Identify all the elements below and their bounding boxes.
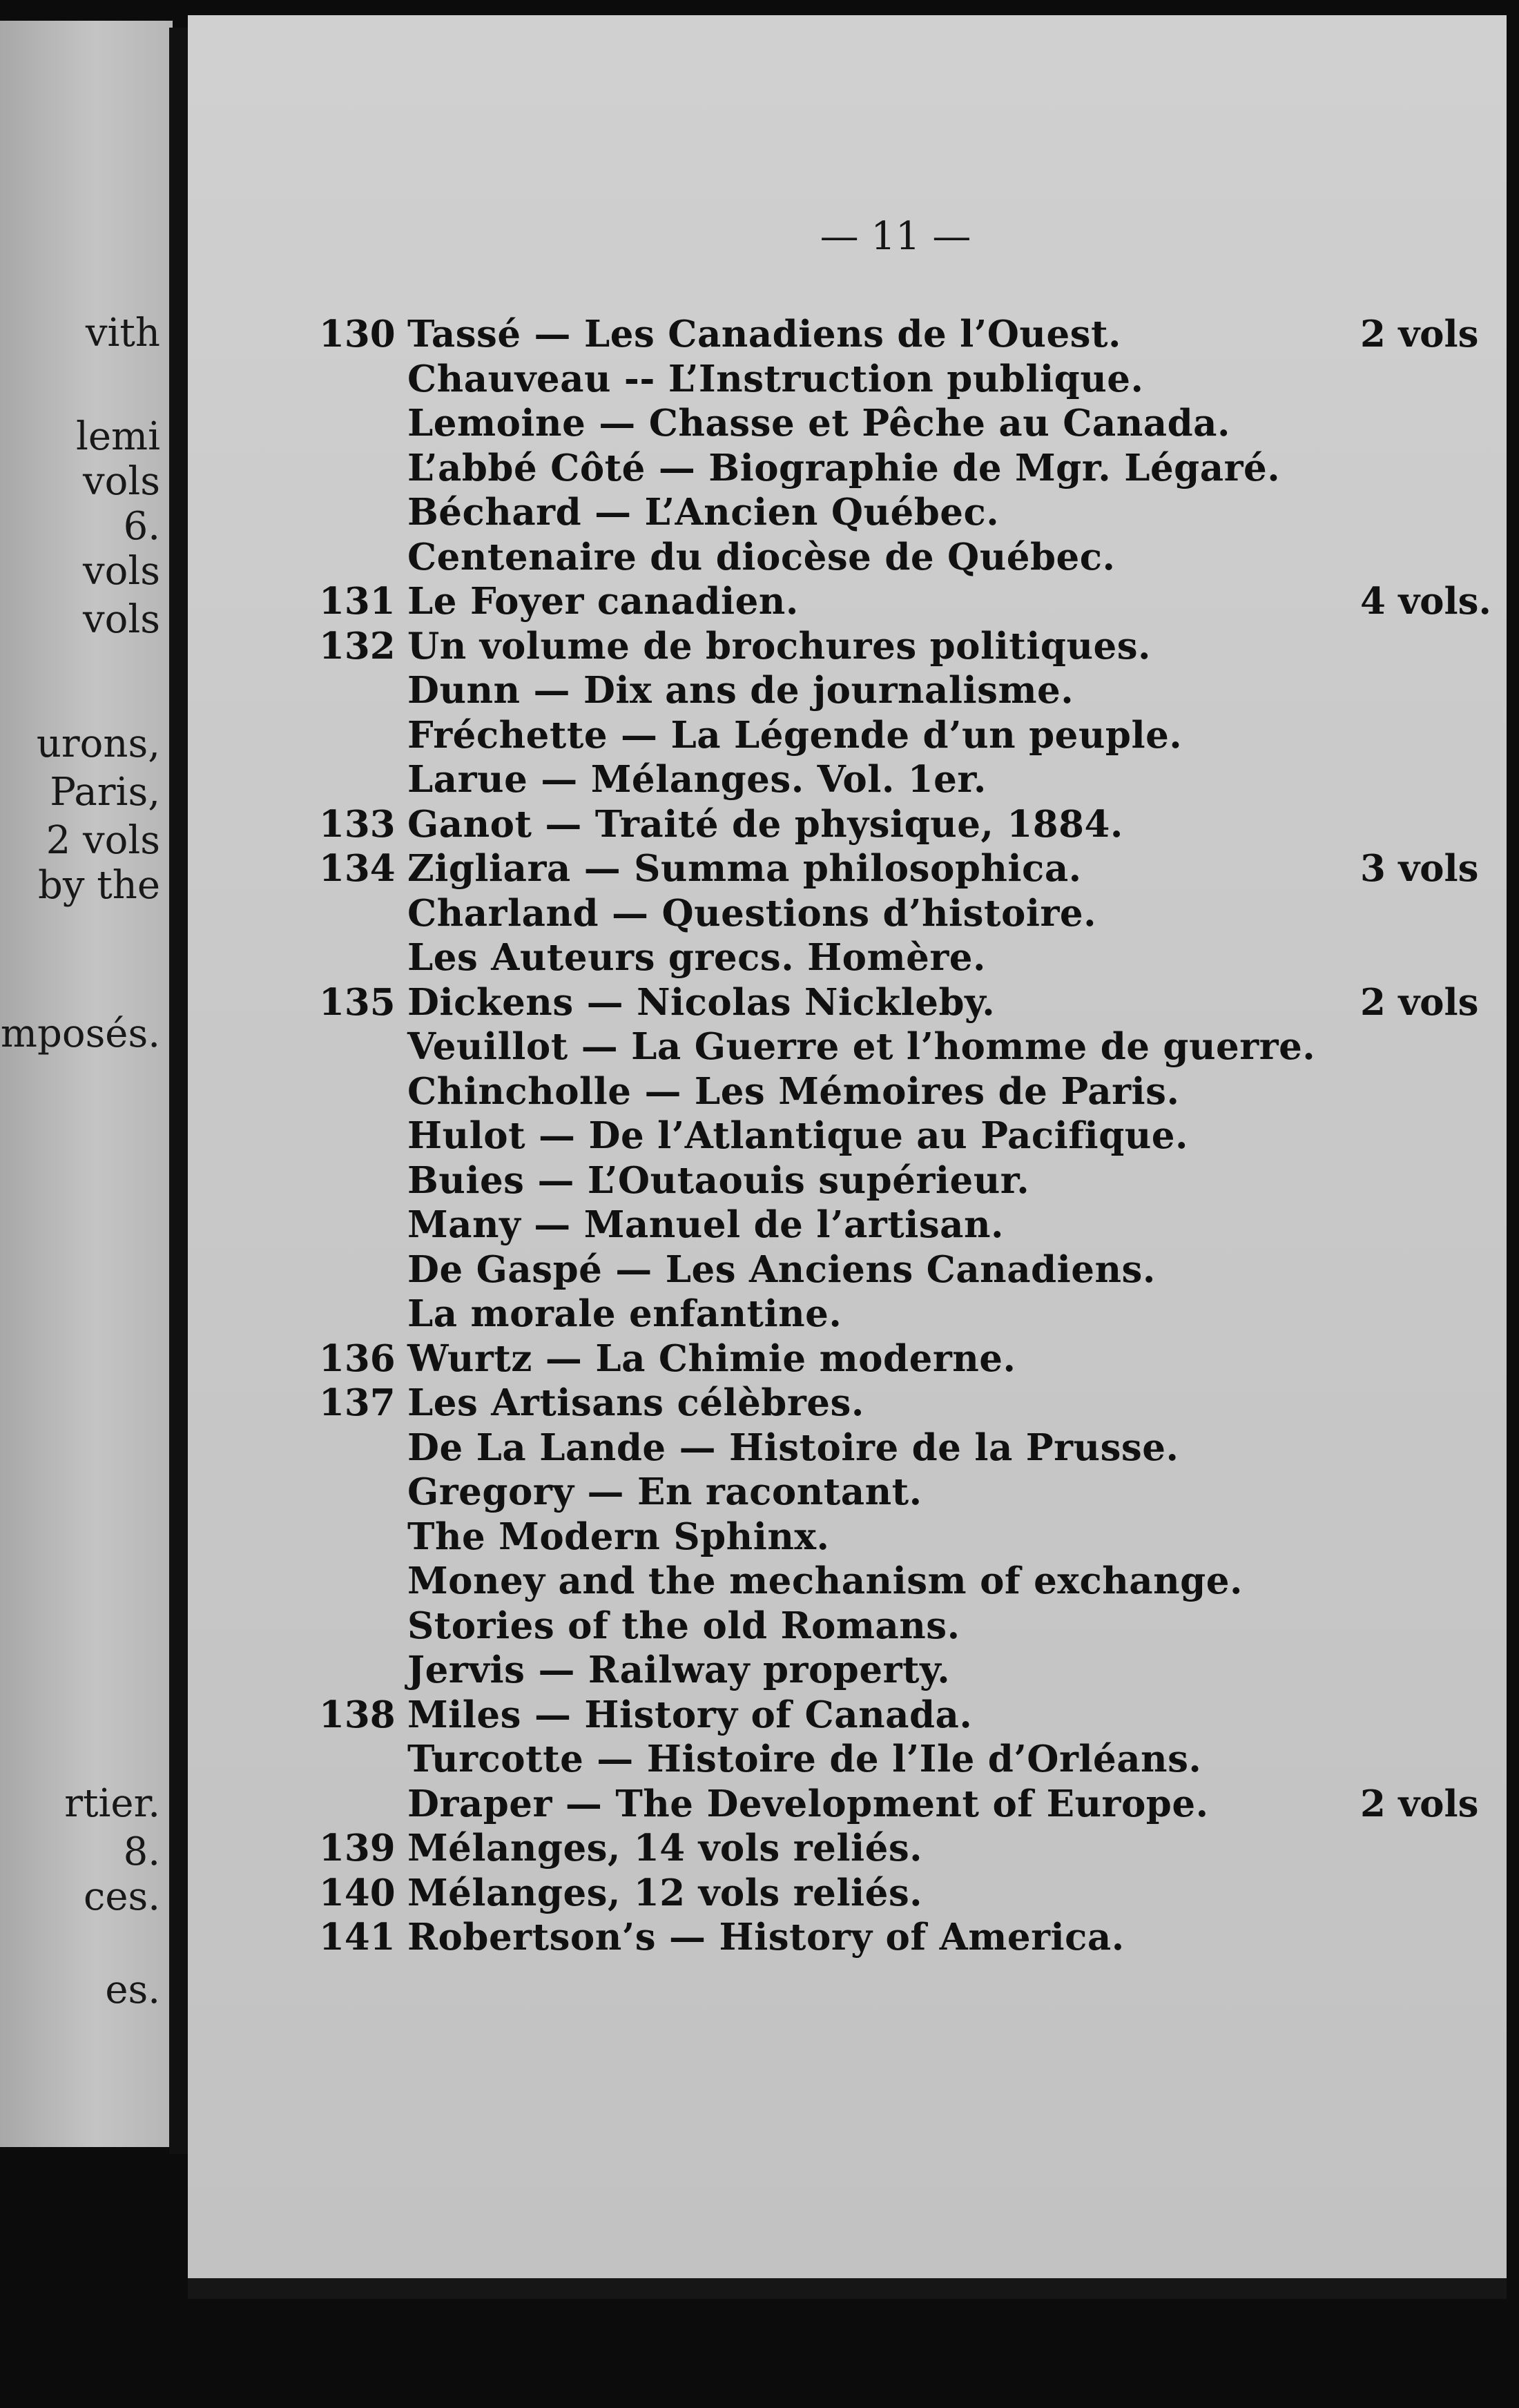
left-page-text: vols bbox=[83, 597, 160, 642]
entry-title: Larue — Mélanges. Vol. 1er. bbox=[407, 758, 987, 801]
entry-title: De La Lande — Histoire de la Prusse. bbox=[407, 1426, 1179, 1469]
catalog-line bbox=[319, 1693, 1507, 1738]
catalog-line bbox=[319, 1292, 1507, 1337]
catalog-line bbox=[319, 1337, 1507, 1381]
catalog-line bbox=[319, 757, 1507, 802]
left-page-fragment bbox=[0, 21, 173, 2147]
entry-title: Centenaire du diocèse de Québec. bbox=[407, 535, 1116, 579]
entry-number: 130 bbox=[319, 313, 396, 356]
page-number: — 11 — bbox=[820, 214, 971, 259]
entry-number: 137 bbox=[319, 1381, 396, 1424]
entry-title: Charland — Questions d’histoire. bbox=[407, 891, 1097, 935]
catalog-line bbox=[319, 1203, 1507, 1247]
entry-title: Béchard — L’Ancien Québec. bbox=[407, 491, 1000, 534]
catalog-line bbox=[319, 1871, 1507, 1916]
entry-number: 140 bbox=[319, 1871, 396, 1914]
left-page-text: lemi bbox=[75, 414, 160, 459]
left-page-text: by the bbox=[38, 863, 160, 908]
entry-number: 139 bbox=[319, 1827, 396, 1870]
catalog-line bbox=[319, 579, 1507, 624]
entry-title: Mélanges, 12 vols reliés. bbox=[407, 1871, 923, 1914]
catalog-line bbox=[319, 1426, 1507, 1470]
book-gutter bbox=[169, 28, 190, 2154]
entry-number: 141 bbox=[319, 1916, 396, 1959]
catalog-line bbox=[319, 1559, 1507, 1604]
left-page-text: vols bbox=[83, 549, 160, 594]
catalog-line bbox=[319, 624, 1507, 669]
catalog-line bbox=[319, 1069, 1507, 1114]
left-page-text: rtier. bbox=[64, 1781, 160, 1826]
catalog-page bbox=[188, 15, 1507, 2290]
catalog-line bbox=[319, 1381, 1507, 1426]
entry-number: 131 bbox=[319, 580, 396, 623]
entry-title: Jervis — Railway property. bbox=[407, 1649, 951, 1691]
entry-title: Chincholle — Les Mémoires de Paris. bbox=[407, 1069, 1180, 1113]
catalog-line bbox=[319, 802, 1507, 847]
entry-title: Miles — History of Canada. bbox=[407, 1693, 973, 1736]
catalog-line bbox=[319, 1915, 1507, 1960]
catalog-line bbox=[319, 980, 1507, 1025]
entry-title: Gregory — En racontant. bbox=[407, 1470, 922, 1513]
page-bottom-shadow bbox=[188, 2278, 1507, 2299]
entry-volumes: 2 vols bbox=[1360, 980, 1479, 1024]
entry-title: Zigliara — Summa philosophica. bbox=[407, 847, 1082, 890]
entry-title: Buies — L’Outaouis supérieur. bbox=[407, 1158, 1030, 1202]
left-page-text: vols bbox=[83, 459, 160, 504]
catalog-line bbox=[319, 1025, 1507, 1069]
catalog-entries bbox=[319, 312, 1507, 1960]
left-page-text: mposés. bbox=[0, 1011, 160, 1056]
entry-title: Les Artisans célèbres. bbox=[407, 1381, 864, 1424]
entry-title: Dickens — Nicolas Nickleby. bbox=[407, 980, 996, 1024]
catalog-line bbox=[319, 1515, 1507, 1560]
left-page-text: 2 vols bbox=[46, 818, 160, 863]
entry-title: Money and the mechanism of exchange. bbox=[407, 1560, 1243, 1602]
catalog-line bbox=[319, 401, 1507, 446]
entry-title: Stories of the old Romans. bbox=[407, 1604, 960, 1647]
entry-title: Le Foyer canadien. bbox=[407, 580, 799, 623]
entry-title: Hulot — De l’Atlantique au Pacifique. bbox=[407, 1114, 1188, 1157]
entry-title: Veuillot — La Guerre et l’homme de guerre. bbox=[407, 1025, 1316, 1068]
entry-title: Un volume de brochures politiques. bbox=[407, 624, 1151, 668]
entry-number: 133 bbox=[319, 802, 396, 846]
catalog-line bbox=[319, 1247, 1507, 1292]
entry-volumes: 4 vols. bbox=[1360, 580, 1491, 623]
entry-title: Ganot — Traité de physique, 1884. bbox=[407, 802, 1123, 846]
left-page-text: urons, bbox=[36, 721, 160, 766]
catalog-line bbox=[319, 490, 1507, 535]
catalog-line bbox=[319, 1158, 1507, 1203]
entry-title: Robertson’s — History of America. bbox=[407, 1916, 1125, 1959]
entry-title: Wurtz — La Chimie moderne. bbox=[407, 1337, 1016, 1380]
catalog-line bbox=[319, 935, 1507, 980]
entry-title: Chauveau -- L’Instruction publique. bbox=[407, 357, 1144, 400]
catalog-line bbox=[319, 713, 1507, 758]
entry-number: 138 bbox=[319, 1693, 396, 1736]
catalog-line bbox=[319, 1737, 1507, 1782]
catalog-line bbox=[319, 1648, 1507, 1693]
catalog-line bbox=[319, 1470, 1507, 1515]
catalog-line bbox=[319, 1826, 1507, 1871]
left-page-text: 6. bbox=[123, 504, 160, 549]
entry-volumes: 3 vols bbox=[1360, 847, 1479, 890]
entry-title: Tassé — Les Canadiens de l’Ouest. bbox=[407, 313, 1121, 356]
left-page-text: 8. bbox=[123, 1829, 160, 1874]
entry-title: Mélanges, 14 vols reliés. bbox=[407, 1827, 923, 1870]
entry-title: L’abbé Côté — Biographie de Mgr. Légaré. bbox=[407, 446, 1281, 489]
left-page-text: ces. bbox=[83, 1874, 160, 1919]
entry-title: Many — Manuel de l’artisan. bbox=[407, 1203, 1004, 1246]
entry-title: The Modern Sphinx. bbox=[407, 1515, 830, 1558]
entry-volumes: 2 vols bbox=[1360, 313, 1479, 356]
catalog-line bbox=[319, 312, 1507, 357]
entry-title: Dunn — Dix ans de journalisme. bbox=[407, 669, 1074, 712]
left-page-text: vith bbox=[85, 311, 160, 356]
entry-title: Draper — The Development of Europe. bbox=[407, 1782, 1209, 1825]
entry-title: Lemoine — Chasse et Pêche au Canada. bbox=[407, 402, 1230, 445]
catalog-line bbox=[319, 1782, 1507, 1827]
entry-number: 132 bbox=[319, 624, 396, 668]
entry-number: 134 bbox=[319, 847, 396, 890]
entry-title: Les Auteurs grecs. Homère. bbox=[407, 936, 986, 979]
catalog-line bbox=[319, 1114, 1507, 1158]
entry-title: Fréchette — La Légende d’un peuple. bbox=[407, 713, 1183, 757]
left-page-text: Paris, bbox=[50, 770, 160, 815]
catalog-line bbox=[319, 1604, 1507, 1649]
catalog-line bbox=[319, 446, 1507, 491]
entry-volumes: 2 vols bbox=[1360, 1782, 1479, 1825]
entry-title: De Gaspé — Les Anciens Canadiens. bbox=[407, 1247, 1156, 1291]
entry-number: 136 bbox=[319, 1337, 396, 1380]
entry-number: 135 bbox=[319, 980, 396, 1024]
left-page-text: es. bbox=[105, 1968, 160, 2012]
catalog-line bbox=[319, 535, 1507, 580]
catalog-line bbox=[319, 846, 1507, 891]
catalog-line bbox=[319, 668, 1507, 713]
entry-title: Turcotte — Histoire de l’Ile d’Orléans. bbox=[407, 1738, 1202, 1780]
catalog-line bbox=[319, 357, 1507, 402]
entry-title: La morale enfantine. bbox=[407, 1292, 842, 1335]
catalog-line bbox=[319, 891, 1507, 936]
